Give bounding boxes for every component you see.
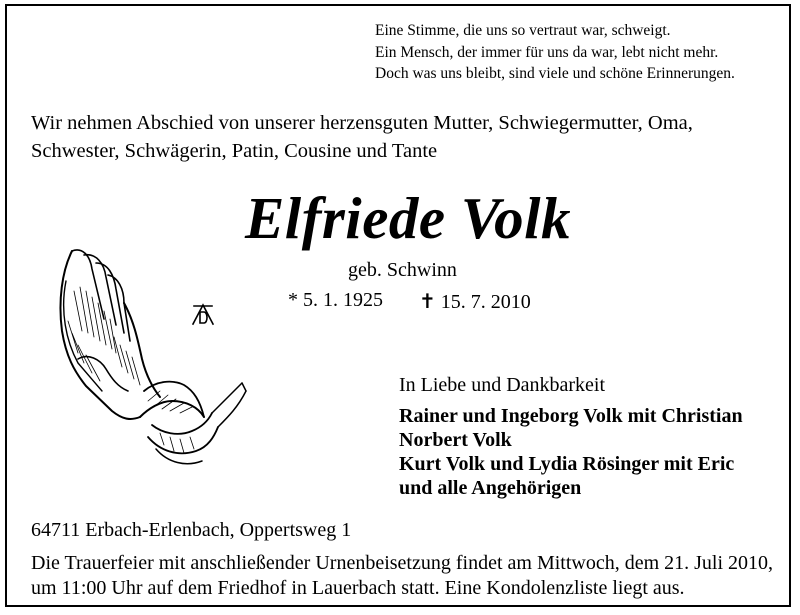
durer-monogram-icon xyxy=(191,302,215,326)
obituary-frame xyxy=(5,4,791,607)
life-dates xyxy=(288,289,531,314)
signoff: In Liebe und Dankbarkeit xyxy=(399,374,606,396)
birth-date: * 5. 1. 1925 xyxy=(288,289,383,311)
mourner-line: Norbert Volk xyxy=(399,429,512,451)
motto-line-1: Eine Stimme, die uns so vertraut war, schweigt. xyxy=(375,22,671,39)
maiden-name: geb. Schwinn xyxy=(348,259,457,281)
ceremony-line-2: um 11:00 Uhr auf dem Friedhof in Lauerbach statt. Eine Kondolenzliste liegt aus. xyxy=(31,577,685,599)
mourner-line: Kurt Volk und Lydia Rösinger mit Eric xyxy=(399,453,735,475)
ceremony-line-1: Die Trauerfeier mit anschließender Urnenbeisetzung findet am Mittwoch, dem 21. Juli 2010, xyxy=(31,552,774,574)
intro-text xyxy=(31,109,693,165)
praying-hands-icon xyxy=(52,241,252,473)
deceased-name: Elfriede Volk xyxy=(244,185,572,251)
mourners-list xyxy=(399,404,743,500)
motto-line-2: Ein Mensch, der immer für uns da war, lebt nicht mehr. xyxy=(375,43,719,61)
intro-line-2: Schwester, Schwägerin, Patin, Cousine und Tante xyxy=(31,140,438,162)
death-date: ✝ 15. 7. 2010 xyxy=(419,291,531,313)
mourner-line: und alle Angehörigen xyxy=(399,477,582,499)
motto-line-3: Doch was uns bleibt, sind viele und schöne Erinnerungen. xyxy=(375,65,735,82)
family-address: 64711 Erbach-Erlenbach, Oppertsweg 1 xyxy=(31,519,352,541)
mourner-line: Rainer und Ingeborg Volk mit Christian xyxy=(399,405,743,427)
intro-line-1: Wir nehmen Abschied von unserer herzensguten Mutter, Schwiegermutter, Oma, xyxy=(31,112,693,134)
motto-verse xyxy=(375,20,735,85)
ceremony-notice xyxy=(31,551,773,601)
